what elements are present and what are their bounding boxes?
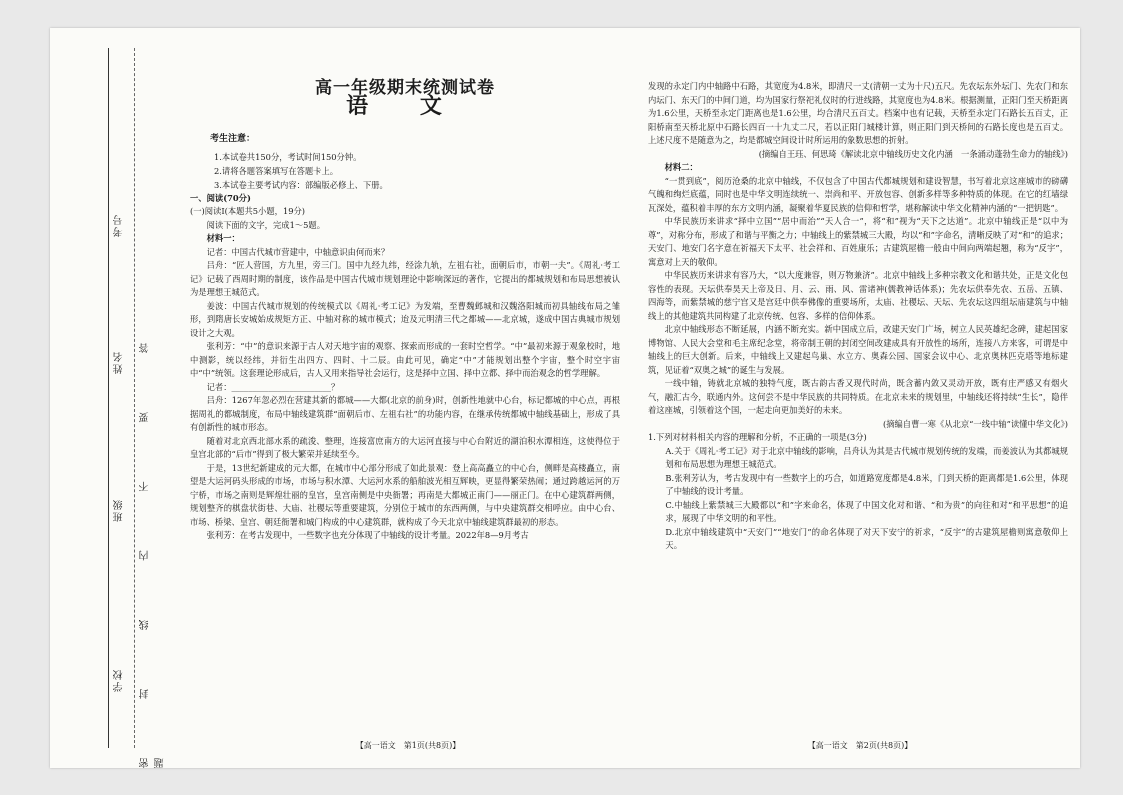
paragraph: “一贯到底”，阅历沧桑的北京中轴线，不仅包含了中国古代都城规划和建设智慧，书写着北京这座城市的磅礴气魄和绚烂底蕴，同时也是中华文明连续统一、崇尚和平、开放包容、创新多样等多种特质的体现。在它的红墙绿瓦深处，蕴积着丰厚的东方文明内涵，凝聚着华夏民族的信仰和哲学，堪称解读中华文化精神内涵的“一把钥匙”。 — [648, 175, 1068, 213]
paragraph: 北京中轴线形态不断延展，内涵不断充实。新中国成立后，改建天安门广场，树立人民英雄纪念碑，建起国家博物馆、人民大会堂和毛主席纪念堂，将帝制王朝的封闭空间改建成具有开放性的场所，连接八方来客，可谓是中轴线上的巨大创新。后来，中轴线上又建起鸟巢、水立方、奥森公园、国家会议中心、北京奥林匹克塔等地标建筑，见证着“双奥之城”的诞生与发展。 — [648, 324, 1068, 375]
notice-item: 3.本试卷主要考试内容：部编版必修上、下册。 — [214, 179, 388, 190]
xuexiao-label: 学校 — [114, 668, 125, 692]
paragraph: 1.下列对材料相关内容的理解和分析，不正确的一项是(3分) — [648, 432, 867, 442]
paragraph: 一、阅读(70分) — [190, 192, 251, 203]
notice-item: 1.本试卷共150分，考试时间150分钟。 — [214, 151, 362, 162]
footer-page-1: 【高一语文 第1页(共8页)】 — [355, 741, 461, 750]
paragraph: 材料二： — [664, 162, 698, 172]
seal-line — [134, 48, 135, 748]
paragraph: D.北京中轴线建筑中“天安门”“地安门”的命名体现了对天下安宁的祈求，“反宇”的古建筑屋檐则寓意敬仰上天。 — [665, 526, 1068, 550]
paragraph: (摘编自王珏、何思琦《解读北京中轴线历史文化内涵 一条涌动蓬勃生命力的轴线》) — [758, 148, 1068, 159]
page-one — [190, 28, 620, 543]
paragraph: 材料一： — [206, 233, 240, 243]
paragraph: 姜波：中国古代城市规划的传统模式以《周礼·考工记》为发端，至曹魏邺城和汉魏洛阳城而初具轴线布局之雏形，到隋唐长安城始成规矩方正、中轴对称的城市模式；迨及元明清三代之都城——北京城，遂成中国古典城市规划设计之大观。 — [190, 300, 620, 338]
seal-notice: 密 封 线 内 不 要 答 题 — [140, 314, 166, 768]
paragraph: 一线中轴，铸就北京城的独特气度，既古韵古香又现代时尚，既含蓄内敛又灵动开放，既有庄严感又有烟火气，融汇古今，联通内外。这何尝不是中华民族的共同特质。在北京未来的规划里，中轴线还将持续“生长”，隐伴着这座城，引领着这个国，一起走向更加美好的未来。 — [648, 378, 1068, 415]
exam-title: 高一年级期末统测试卷 — [315, 78, 495, 98]
notice-heading: 考生注意： — [210, 134, 256, 144]
notice-list — [214, 150, 620, 192]
paragraph: 吕舟：1267年忽必烈在营建其新的都城——大都(北京的前身)时，创新性地就中心台，标记都城的中心点，再根据周礼的都城制度，布局中轴线建筑群“面朝后市、左祖右社”的功能内容，在继承传统都城中轴线基础上，形成了具有创新性的城市形态。 — [190, 395, 620, 432]
paragraph: C.中轴线上紫禁城三大殿都以“和”字来命名，体现了中国文化对和谐、“和为贵”的向往和对“和平思想”的追求，展现了中华文明的和平性。 — [665, 499, 1068, 523]
kaohao-label: 考号 — [114, 213, 125, 237]
paragraph: (一)阅读Ⅰ(本题共5小题，19分) — [190, 206, 306, 216]
binding-margin — [50, 28, 166, 768]
paragraph: A.关于《周礼·考工记》对于北京中轴线的影响，吕舟认为其是古代城市规划传统的发端，而姜波认为其都城规划和布局思想为理想王城范式。 — [665, 445, 1068, 469]
paragraph: B.张利芳认为，考古发现中有一些数字上的巧合，如道路宽度都是4.8米，门到天桥的距离都是1.6公里，体现了中轴线的设计考量。 — [665, 472, 1068, 496]
paragraph: 中华民族历来讲求“择中立国”“居中而治”“天人合一”，将“和”视为“天下之达道”。北京中轴线正是“以中为尊”，对称分布，形成了和谐与平衡之力；中轴线上的紫禁城三大殿，均以“和”字命名，清晰反映了对“和”的追求；天安门、地安门名字意在祈福天下太平、社会祥和、百姓康乐；古建筑屋檐一般由中间向两端起翘，称为“反宇”，寓意对上天的敬仰。 — [648, 216, 1068, 267]
notice-item: 2.请将各题答案填写在答题卡上。 — [214, 165, 339, 176]
xingming-label: 姓名 — [114, 350, 125, 374]
page-two-body — [648, 80, 1068, 553]
exam-sheet — [50, 28, 1080, 768]
paragraph: 记者：________________________？ — [206, 381, 340, 392]
paragraph: 吕舟：“匠人营国，方九里，旁三门。国中九经九纬，经涂九轨，左祖右社，面朝后市，市朝一夫”。《周礼·考工记》记载了西周时期的制度，该作品是中国古代城市规划理论中影响深远的著作，它提出的都城规划和布局思想被认为是理想王城范式。 — [190, 260, 620, 297]
paragraph: 张利芳：在考古发现中，一些数字也充分体现了中轴线的设计考量。2022年8—9月考古 — [206, 530, 529, 540]
subject-title: 语 文 — [346, 92, 464, 119]
banji-label: 班级 — [114, 498, 125, 522]
binding-line — [108, 48, 109, 748]
page-one-body — [190, 192, 620, 543]
paragraph: 随着对北京西北部水系的疏浚、整理，连接富庶南方的大运河直接与中心台附近的湖泊积水潭相连，这使得位于皇宫北部的“后市”得到了极大繁荣并延续至今。 — [190, 435, 620, 459]
paragraph: 中华民族历来讲求有容乃大，“以大度兼容，则万物兼济”。北京中轴线上多种宗教文化和谐共处，正是文化包容性的表现。天坛供奉昊天上帝及日、月、云、雨、风、雷诸神(儒教神话体系)；先农坛供奉先农、五岳、五镇、四海等，而紫禁城的慈宁宫又是宫廷中供奉佛像的重要场所，太庙、社稷坛、天坛、先农坛这四组坛庙建筑与中轴线上的其他建筑共同构建了北京传统、包容、多样的信仰体系。 — [648, 270, 1068, 321]
footer-page-2: 【高一语文 第2页(共8页)】 — [807, 741, 913, 750]
paragraph: (摘编自曹一寒《从北京“一线中轴”读懂中华文化》) — [882, 418, 1068, 429]
page-two — [648, 80, 1068, 553]
paragraph: 阅读下面的文字，完成1～5题。 — [206, 219, 326, 230]
paragraph: 张利芳：“中”的意识来源于古人对天地宇宙的观察、探索而形成的一套时空哲学。“中”最初来源于观象校时，地中测影，统以经纬，并衍生出四方、四时、十二辰。由此可见，确定“中”才能规划出整个宇宙，整个时空宇宙中“中”统领。这套理论形成后，古人又用来指导社会运行，这是择中立国、择中立都、择中而治观念的哲学理解。 — [190, 341, 620, 378]
paragraph: 记者：中国古代城市营建中，中轴意识由何而来？ — [206, 246, 390, 257]
paragraph: 发现的永定门内中轴路中石路，其宽度为4.8米，即清尺一丈(清朝一丈为十尺)五尺。先农坛东外坛门、先农门和东内坛门、东天门的中间门道，均为国家行祭祀礼仪时的行进线路，其宽度也为4.8米。根据测量，正阳门至天桥距离为1.6公里，天桥至永定门距离也是1.6公里，均合清尺五百丈。档案中也有记载，天桥至永定门石路长五百丈，正阳桥南至天桥北原中石路长四百一十九丈二尺，若以正阳门城楼计算，则正阳门到天桥间的石路长度也是五百丈。上述尺度不是随意为之，均是都城空间设计时所运用的象数思想的折射。 — [648, 81, 1068, 145]
paragraph: 于是，13世纪新建成的元大都，在城市中心部分形成了如此景观：登上高高矗立的中心台，侧畔是高楼矗立，南望是大运河码头形成的市场，市场与积水潭、大运河水系的船舶波光相互辉映，更显得繁荣热闹；通过跨越运河的万宁桥，市场之南则是辉煌壮丽的皇宫，皇宫南侧是中央衙署；再南是大都城正南门——丽正门。在中心建筑群两侧，规划整齐的棋盘状街巷、大庙、社稷坛等重要建筑，分别位于城市的东西两侧，与中央建筑群交相呼应。由中心台、市场、桥梁、皇宫、朝廷衙署和城门构成的中心建筑群，就构成了今天北京中轴线建筑群最初的形态。 — [190, 462, 620, 527]
